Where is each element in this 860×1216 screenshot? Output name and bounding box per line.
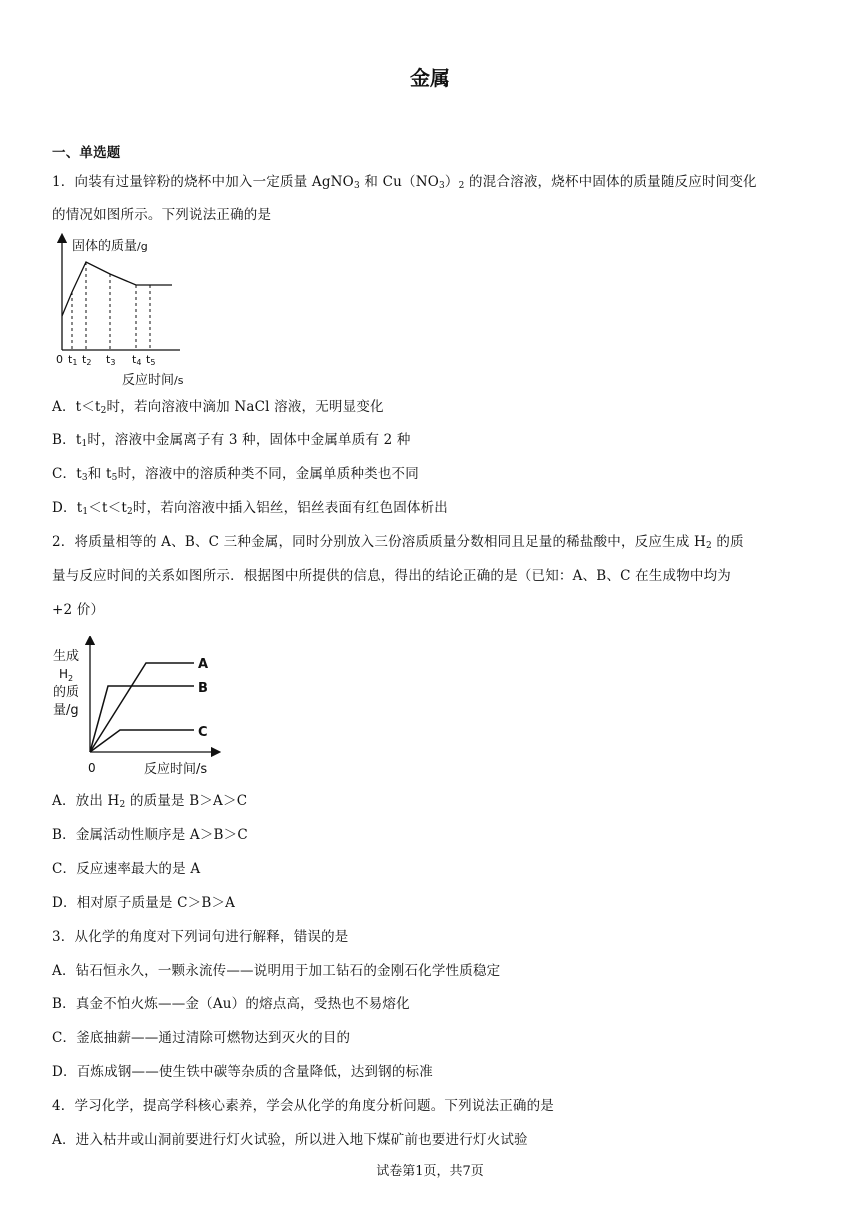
mass-curve — [62, 262, 172, 316]
tick-t5: t5 — [146, 353, 156, 367]
tick-t2: t2 — [82, 353, 92, 367]
series-b-label: B — [198, 681, 208, 696]
q2-stem-line3: +2 价） — [52, 602, 105, 618]
y-label-line1: 生成 — [53, 649, 80, 664]
q4-stem: 4．学习化学，提高学科核心素养，学会从化学的角度分析问题。下列说法正确的是 — [52, 1098, 554, 1114]
origin-label: 0 — [88, 761, 96, 775]
tick-t3: t3 — [106, 353, 116, 367]
q2-option-d: D．相对原子质量是 C＞B＞A — [52, 895, 236, 911]
x-axis-label: 反应时间/s — [144, 762, 208, 777]
y-label-line3: 的质 — [53, 685, 80, 700]
y-axis-label: 固体的质量/g — [72, 239, 148, 254]
q2-option-c: C．反应速率最大的是 A — [52, 861, 201, 877]
page-footer: 试卷第1页，共7页 — [376, 1164, 484, 1179]
q3-stem: 3．从化学的角度对下列词句进行解释，错误的是 — [52, 929, 349, 945]
y-label-line4: 量/g — [53, 703, 79, 718]
series-c-label: C — [198, 725, 208, 740]
q4-option-a: A．进入枯井或山洞前要进行灯火试验，所以进入地下煤矿前也要进行灯火试验 — [52, 1132, 528, 1148]
tick-t4: t4 — [132, 353, 142, 367]
q3-option-a: A．钻石恒永久，一颗永流传——说明用于加工钻石的金刚石化学性质稳定 — [52, 963, 501, 979]
y-label-line2: $H_2$ — [59, 667, 74, 683]
q2-option-a: A．放出 $H_2$ 的质量是 B＞A＞C — [52, 793, 248, 810]
q2-stem: 2．将质量相等的 A、B、C 三种金属，同时分别放入三份溶质质量分数相同且足量的稀盐酸中，反应生成 $H_2$ 的质 — [52, 534, 744, 551]
origin-label: 0 — [56, 353, 63, 366]
tick-t1: t1 — [68, 353, 78, 367]
q1-graph — [52, 232, 212, 390]
q1-option-d: D．$t_1<t<t_2$时，若向溶液中插入铝丝，铝丝表面有红色固体析出 — [52, 500, 448, 517]
q3-option-d: D．百炼成钢——使生铁中碳等杂质的含量降低，达到钢的标准 — [52, 1064, 433, 1080]
q2-option-b: B．金属活动性顺序是 A＞B＞C — [52, 827, 248, 843]
section-heading: 一、单选题 — [52, 145, 121, 161]
page-title: 金属 — [410, 66, 450, 90]
series-c-line — [90, 730, 194, 752]
q3-option-c: C．釜底抽薪——通过清除可燃物达到灭火的目的 — [52, 1030, 351, 1046]
dashed-guides — [72, 262, 150, 350]
q2-graph — [48, 636, 228, 782]
q1-option-c: C．$t_3$和 $t_5$时，溶液中的溶质种类不同，金属单质种类也不同 — [52, 466, 419, 483]
q3-option-b: B．真金不怕火炼——金（Au）的熔点高，受热也不易熔化 — [52, 996, 410, 1012]
series-a-label: A — [198, 657, 209, 672]
q1-stem: 1．向装有过量锌粉的烧杯中加入一定质量 AgNO$_3$ 和 $Cu(NO_3)_2$ 的混合溶液，烧杯中固体的质量随反应时间变化 — [52, 174, 757, 191]
series-b-line — [90, 686, 194, 752]
series-a-line — [90, 663, 194, 752]
q2-stem-line2: 量与反应时间的关系如图所示．根据图中所提供的信息，得出的结论正确的是（已知：A、B、C 在生成物中均为 — [52, 568, 731, 584]
q1-stem-line2: 的情况如图所示。下列说法正确的是 — [52, 207, 272, 223]
x-axis-label: 反应时间/s — [122, 373, 184, 388]
q1-option-b: B．$t_1$时，溶液中金属离子有 3 种，固体中金属单质有 2 种 — [52, 432, 411, 449]
q1-option-a: A．$t<t_2$时，若向溶液中滴加 NaCl 溶液，无明显变化 — [52, 399, 384, 416]
